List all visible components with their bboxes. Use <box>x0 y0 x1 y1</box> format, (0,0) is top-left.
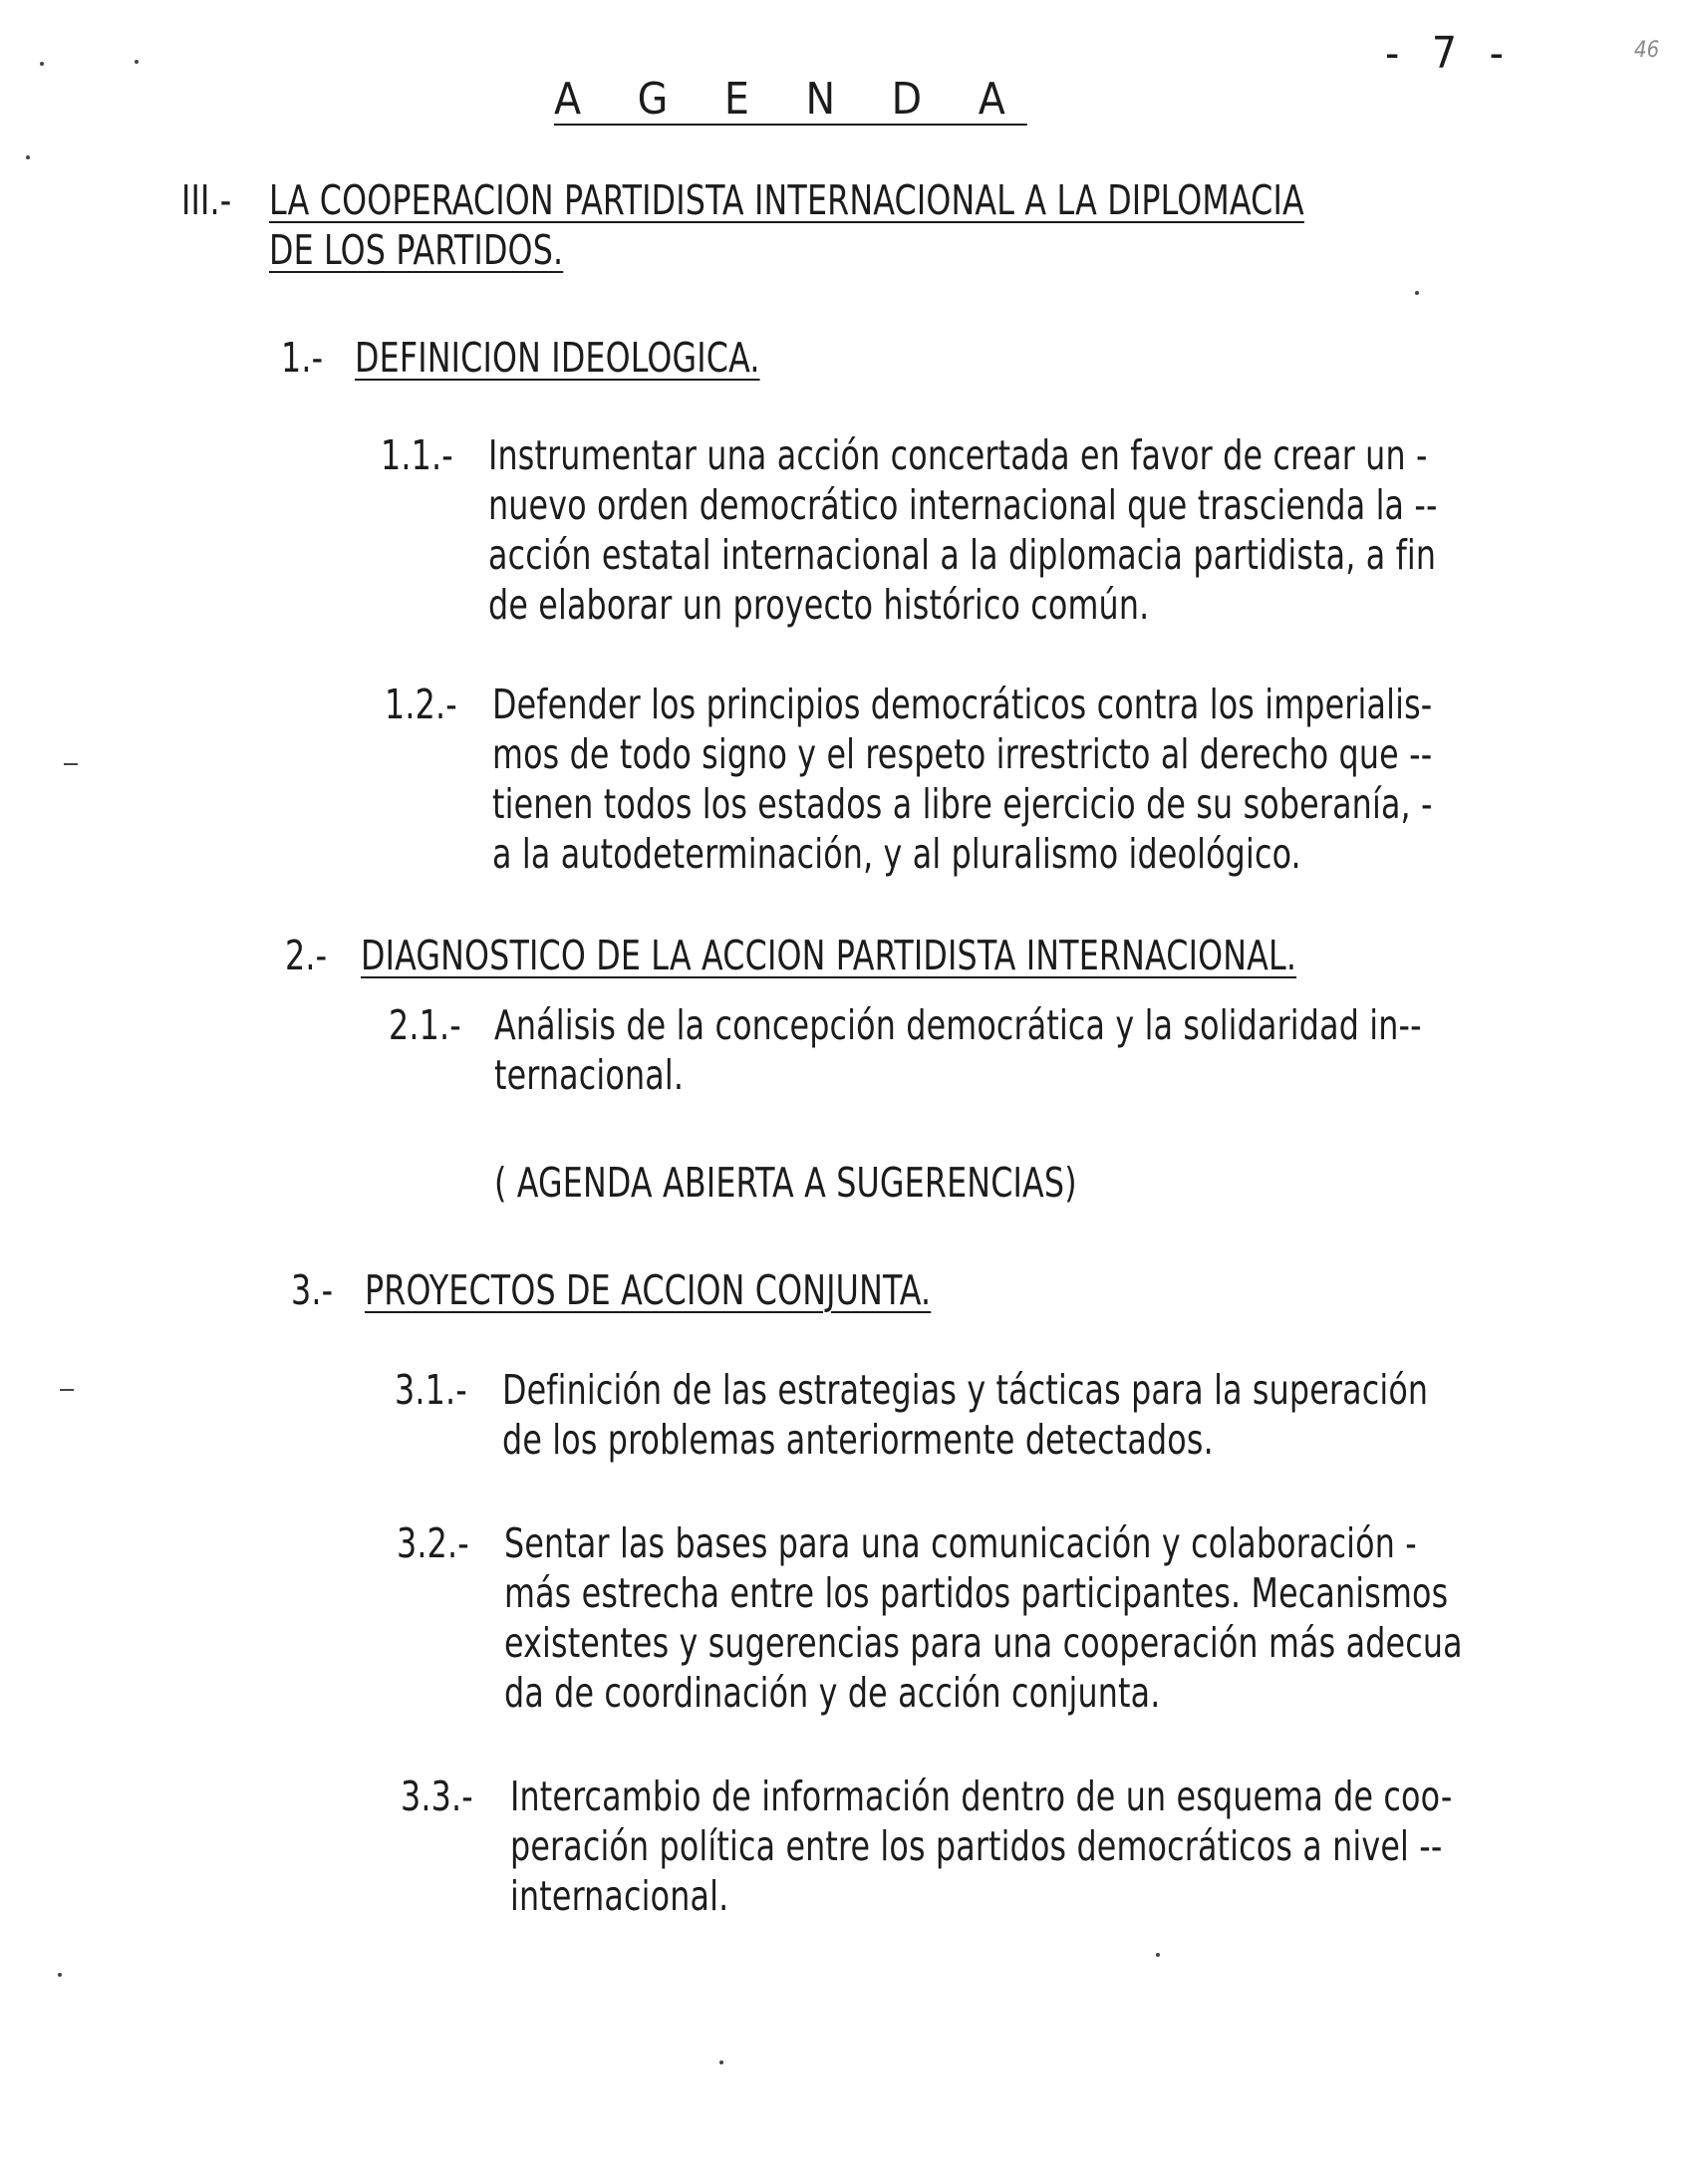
subitem-number: 3.2.- <box>397 1519 469 1567</box>
agenda-note: ( AGENDA ABIERTA A SUGERENCIAS) <box>494 1159 1077 1207</box>
subitem-line: Definición de las estrategias y tácticas para la superación <box>502 1366 1429 1414</box>
scan-speck <box>40 62 44 66</box>
item-number: 3.- <box>291 1266 334 1314</box>
subitem-line: existentes y sugerencias para una cooperación más adecua <box>504 1619 1463 1667</box>
subitem-number: 1.2.- <box>385 681 457 728</box>
scan-speck <box>26 155 30 159</box>
subitem-line: de elaborar un proyecto histórico común. <box>488 581 1150 629</box>
subitem-line: nuevo orden democrático internacional que trascienda la -- <box>488 481 1438 529</box>
scan-speck <box>719 2060 723 2064</box>
subitem-line: de los problemas anteriormente detectados. <box>502 1416 1214 1464</box>
scan-speck <box>64 763 78 765</box>
subitem-line: internacional. <box>510 1872 729 1920</box>
scan-speck <box>1415 291 1419 295</box>
scan-speck <box>1156 1953 1160 1957</box>
subitem-line: da de coordinación y de acción conjunta. <box>504 1669 1161 1717</box>
corner-mark: 46 <box>1634 38 1660 63</box>
subitem-number: 1.1.- <box>381 431 453 479</box>
item-number: 1.- <box>281 334 324 382</box>
item-heading: DEFINICION IDEOLOGICA. <box>355 334 760 382</box>
page-number: - 7 - <box>1385 28 1514 79</box>
scan-speck <box>58 1973 62 1977</box>
section-number: III.- <box>181 176 232 224</box>
subitem-line: más estrecha entre los partidos participantes. Mecanismos <box>504 1569 1449 1617</box>
item-number: 2.- <box>285 932 328 979</box>
subitem-line: peración política entre los partidos democráticos a nivel -- <box>510 1822 1443 1870</box>
item-heading: DIAGNOSTICO DE LA ACCION PARTIDISTA INTERNACIONAL. <box>361 932 1297 979</box>
item-heading: PROYECTOS DE ACCION CONJUNTA. <box>365 1266 932 1314</box>
subitem-line: Análisis de la concepción democrática y la solidaridad in-- <box>494 1001 1422 1049</box>
subitem-number: 3.1.- <box>395 1366 467 1414</box>
subitem-line: Defender los principios democráticos contra los imperialis- <box>492 681 1433 728</box>
section-title-line-1: LA COOPERACION PARTIDISTA INTERNACIONAL A LA DIPLOMACIA <box>269 176 1304 224</box>
section-title-line-2: DE LOS PARTIDOS. <box>269 226 564 274</box>
subitem-line: mos de todo signo y el respeto irrestricto al derecho que -- <box>492 730 1433 778</box>
subitem-number: 3.3.- <box>401 1773 473 1820</box>
subitem-line: ternacional. <box>494 1051 685 1099</box>
document-title: A G E N D A <box>554 74 1027 125</box>
subitem-line: Sentar las bases para una comunicación y colaboración - <box>504 1519 1417 1567</box>
subitem-line: Intercambio de información dentro de un esquema de coo- <box>510 1773 1453 1820</box>
subitem-line: a la autodeterminación, y al pluralismo ideológico. <box>492 830 1301 878</box>
subitem-line: acción estatal internacional a la diplomacia partidista, a fin <box>488 531 1437 579</box>
subitem-line: tienen todos los estados a libre ejercicio de su soberanía, - <box>492 780 1433 828</box>
subitem-line: Instrumentar una acción concertada en favor de crear un - <box>488 431 1428 479</box>
scan-speck <box>135 60 139 64</box>
scan-speck <box>60 1389 74 1391</box>
subitem-number: 2.1.- <box>389 1001 461 1049</box>
